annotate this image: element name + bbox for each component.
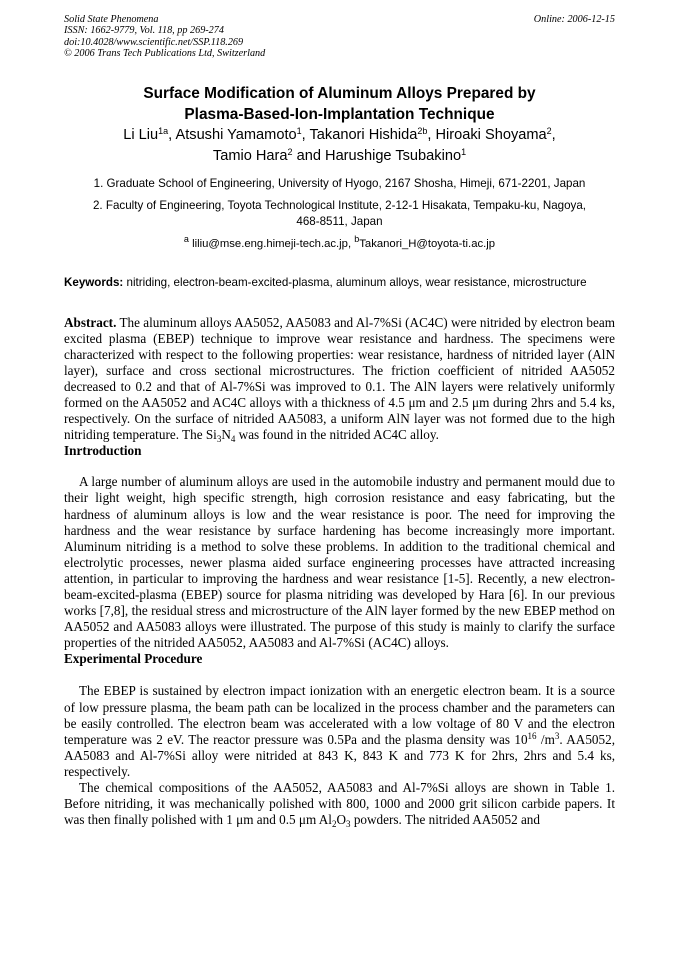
doi-line: doi:10.4028/www.scientific.net/SSP.118.269 [64, 36, 244, 48]
abstract [64, 315, 615, 444]
author-name: Hiroaki Shoyama [435, 126, 547, 143]
affiliation-2-line-2: 468-8511, Japan [296, 214, 383, 228]
abstract-label: Abstract. [64, 314, 117, 330]
author-sup: 1a [158, 125, 169, 136]
keywords-text: nitriding, electron-beam-excited-plasma, aluminum alloys, wear resistance, microstructure [126, 275, 587, 289]
author-sup: 2b [417, 125, 428, 136]
author-line-1: Li Liu$^{1a}$, Atsushi Yamamoto$^1$, Takanori Hishida$^{2b}$, Hiroaki Shoyama$^2$, [123, 125, 556, 143]
abstract-sub: 3 [216, 434, 222, 445]
abstract-text: The aluminum alloys AA5052, AA5083 and Al-7%Si (AC4C) were nitrided by electron beam excited plasma (EBEP) technique to improve wear resistance and hardness. The specimens were characterized with respect to the following properties: wear resistance, hardness of nitrided layer (AlN layer), surface and cross sectional microstructures. The friction coefficient of nitrided AA5052 decreased to 0.2 and that of Al-7%Si was improved to 0.1. The AlN layers were relatively uniformly formed on the AA5052 and AC4C alloys with a thickness of 4.5 μm and 2.5 μm during 2hrs and 5.4 ks, respectively. On the surface of nitrided AA5083, a uniform AlN layer was not formed due to the high nitriding temperature. The Si [64, 314, 615, 443]
paper-title [64, 83, 615, 125]
section-heading-experimental: Experimental Procedure [64, 651, 203, 667]
issn-line: ISSN: 1662-9779, Vol. 118, pp 269-274 [64, 25, 224, 37]
author-name: Li Liu [123, 126, 159, 143]
online-date: Online: 2006-12-15 [533, 14, 615, 25]
introduction-paragraph: A large number of aluminum alloys are used in the automobile industry and permanent mould due to their light weight, high specific strength, high corrosion resistance and easy fabricating, but the hardness of aluminum alloys is low and the wear resistance is poor. The need for improving the hardness and the wear resistance by surface hardening has become increasingly more important. Aluminum nitriding is a method to solve these problems. In addition to the traditional chemical and electrolytic processes, newer plasma aided surface engineering processes have attracted increasing attention, in particular to improving the hardness and wear resistance [1-5]. Recently, a new electron-beam-excited-plasma (EBEP) source for plasma nitriding was developed by Hara [6]. In our previous works [7,8], the residual stress and microstructure of the AlN layer formed by the new EBEP method on AA5052 and AA5083 alloys were illustrated. The purpose of this study is mainly to clarify the surface properties of the nitrided AA5052, AA5083 and Al-7%Si (AC4C) alloys. [64, 474, 615, 651]
email-sup-b: b [354, 233, 360, 244]
title-line-2: Plasma-Based-Ion-Implantation Technique [184, 105, 495, 123]
author-sup: 2 [546, 125, 552, 136]
title-line-1: Surface Modification of Aluminum Alloys Prepared by [143, 84, 536, 102]
exp-text: The EBEP is sustained by electron impact ionization with an energetic electron beam. It is a source of low pressure plasma, the beam path can be localized in the process chamber and the parameters can be easily controlled. The electron beam was accelerated with a low voltage of 80 V and the electron temperature was 2 eV. The reactor pressure was 0.5Pa and the plasma density was 10 [64, 683, 615, 747]
keywords-label: Keywords: [64, 275, 124, 289]
journal-header [64, 14, 615, 60]
keywords [64, 275, 615, 290]
author-name: Takanori Hishida [309, 126, 418, 143]
author-list [64, 125, 615, 167]
exp-text: The chemical compositions of the AA5052, AA5083 and Al-7%Si alloys are shown in Table 1. Before nitriding, it was mechanically polished with 800, 1000 and 2000 grit silicon carbide papers. It was then finally polished with 1 μm and 0.5 μm Al [64, 779, 615, 828]
author-sup: 1 [461, 146, 467, 157]
paper-page [64, 14, 615, 828]
exp-text: O [336, 812, 347, 828]
affiliation-2-line-1: 2. Faculty of Engineering, Toyota Technological Institute, 2-12-1 Hisakata, Tempaku-ku, Nagoya, [92, 198, 586, 212]
exp-sub: 2 [331, 819, 337, 830]
abstract-sub: 4 [230, 434, 236, 445]
experimental-paragraph-1 [64, 683, 615, 780]
exp-sub: 3 [346, 819, 351, 830]
experimental-section [64, 683, 615, 828]
author-and: and [296, 147, 321, 164]
exp-text: /m [536, 731, 555, 747]
author-sup: 1 [296, 125, 302, 136]
author-name: Harushige Tsubakino [325, 147, 462, 164]
author-name: Atsushi Yamamoto [175, 126, 297, 143]
journal-name: Solid State Phenomena [64, 14, 159, 25]
copyright-line: © 2006 Trans Tech Publications Ltd, Switzerland [64, 48, 266, 60]
email-sup-a: a [183, 233, 189, 244]
exp-sup: 16 [527, 730, 537, 741]
abstract-text: N [221, 427, 231, 443]
exp-text: . AA5052, AA5083 and Al-7%Si alloy were nitrided at 843 K, 843 K and 773 K for 2hrs, 2hrs and 5.4 ks, respectively. [64, 731, 616, 779]
exp-sup: 3 [554, 730, 560, 741]
author-name: Tamio Hara [212, 147, 288, 164]
affiliation-2 [64, 198, 615, 230]
abstract-text: was found in the nitrided AC4C alloy. [235, 427, 439, 443]
author-sup: 2 [287, 146, 293, 157]
section-heading-introduction: Inrtroduction [64, 443, 142, 459]
experimental-paragraph-2 [64, 780, 615, 828]
email-a: liliu@mse.eng.himeji-tech.ac.jp, [192, 237, 352, 250]
introduction-section [64, 474, 615, 651]
author-line-2 [64, 146, 615, 167]
email-b: Takanori_H@toyota-ti.ac.jp [359, 237, 496, 250]
exp-text: powders. The nitrided AA5052 and [350, 812, 540, 828]
affiliation-1: 1. Graduate School of Engineering, University of Hyogo, 2167 Shosha, Himeji, 671-2201, Japan [93, 176, 586, 190]
email-line [64, 233, 615, 252]
